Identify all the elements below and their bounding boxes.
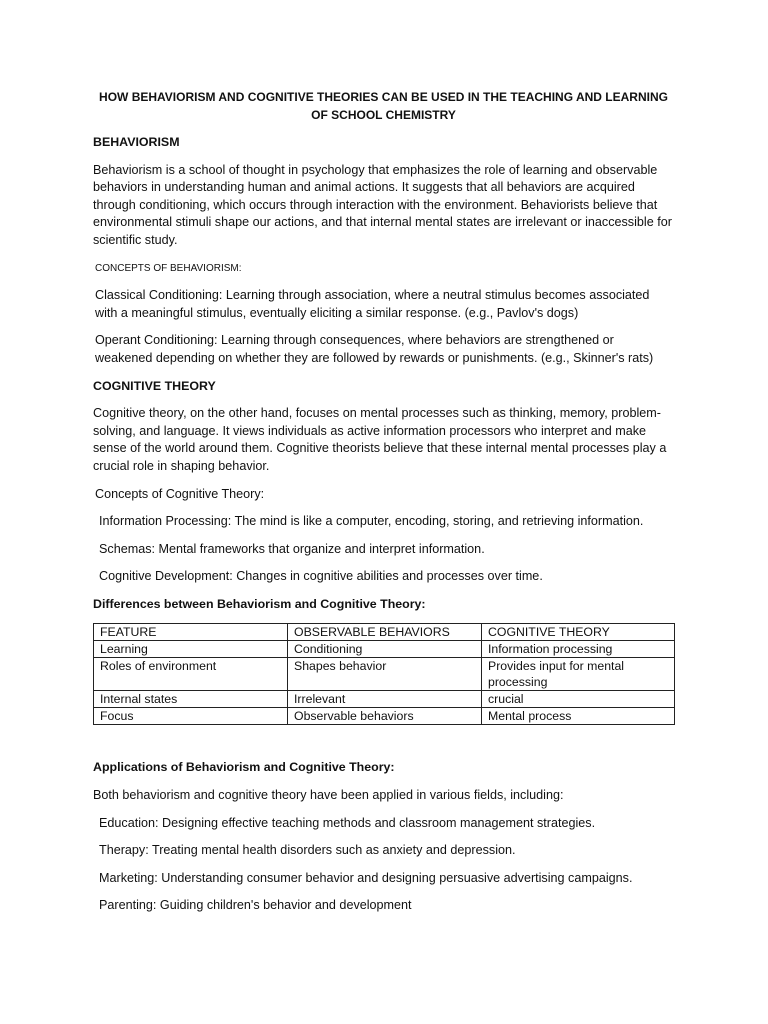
table-cell: Focus <box>94 708 288 725</box>
table-row <box>94 691 675 708</box>
cognitive-concepts-label: Concepts of Cognitive Theory: <box>95 486 265 501</box>
applications-intro: Both behaviorism and cognitive theory have been applied in various fields, including: <box>93 788 564 803</box>
application-education: Education: Designing effective teaching methods and classroom management strategies. <box>99 815 596 830</box>
application-parenting: Parenting: Guiding children's behavior and development <box>99 898 412 913</box>
behaviorism-heading: BEHAVIORISM <box>93 135 180 149</box>
application-therapy: Therapy: Treating mental health disorders such as anxiety and depression. <box>99 843 516 858</box>
table-row <box>94 624 675 641</box>
cognitive-development: Cognitive Development: Changes in cognitive abilities and processes over time. <box>99 569 543 584</box>
table-cell: FEATURE <box>94 624 288 641</box>
classical-conditioning: Classical Conditioning: Learning through association, where a neutral stimulus becomes associated with a meaningful stimulus, eventually eliciting a similar response. (e.g., Pavlov's dogs) <box>95 288 650 320</box>
differences-table <box>93 623 675 725</box>
behaviorism-concepts-label: CONCEPTS OF BEHAVIORISM: <box>95 262 242 274</box>
document-title: HOW BEHAVIORISM AND COGNITIVE THEORIES CAN BE USED IN THE TEACHING AND LEARNING OF SCHOOL CHEMISTRY <box>99 90 668 122</box>
table-row <box>94 708 675 725</box>
table-cell: Learning <box>94 641 288 658</box>
table-cell: Roles of environment <box>94 658 288 691</box>
table-cell: Conditioning <box>288 641 482 658</box>
table-cell: Mental process <box>482 708 675 725</box>
cognitive-heading: COGNITIVE THEORY <box>93 378 216 393</box>
table-row <box>94 641 675 658</box>
operant-conditioning: Operant Conditioning: Learning through consequences, where behaviors are strengthened or weakened depending on whether they are followed by rewards or punishments. (e.g., Skinner's rats) <box>95 333 654 365</box>
table-row <box>94 658 675 691</box>
table-cell: Provides input for mental processing <box>482 658 675 691</box>
applications-heading: Applications of Behaviorism and Cognitive Theory: <box>93 760 395 775</box>
behaviorism-intro: Behaviorism is a school of thought in psychology that emphasizes the role of learning and observable behaviors in understanding human and animal actions. It suggests that all behaviors are acquired through conditioning, which occurs through interaction with the environment. Behaviorists believe that environmental stimuli shape our actions, and that internal mental states are irrelevant or inaccessible for scientific study. <box>93 162 672 247</box>
table-cell: Irrelevant <box>288 691 482 708</box>
table-cell: Observable behaviors <box>288 708 482 725</box>
table-cell: OBSERVABLE BEHAVIORS <box>288 624 482 641</box>
information-processing: Information Processing: The mind is like a computer, encoding, storing, and retrieving information. <box>99 514 644 529</box>
table-cell: Shapes behavior <box>288 658 482 691</box>
differences-heading: Differences between Behaviorism and Cognitive Theory: <box>93 596 426 611</box>
application-marketing: Marketing: Understanding consumer behavior and designing persuasive advertising campaigns. <box>99 870 633 885</box>
table-cell: crucial <box>482 691 675 708</box>
schemas: Schemas: Mental frameworks that organize and interpret information. <box>99 541 485 556</box>
cognitive-intro: Cognitive theory, on the other hand, focuses on mental processes such as thinking, memory, problem-solving, and language. It views individuals as active information processors who interpret and make sense of the world around them. Cognitive theorists believe that these internal mental processes play a crucial role in shaping behavior. <box>93 406 667 473</box>
table-cell: Information processing <box>482 641 675 658</box>
table-cell: COGNITIVE THEORY <box>482 624 675 641</box>
table-cell: Internal states <box>94 691 288 708</box>
